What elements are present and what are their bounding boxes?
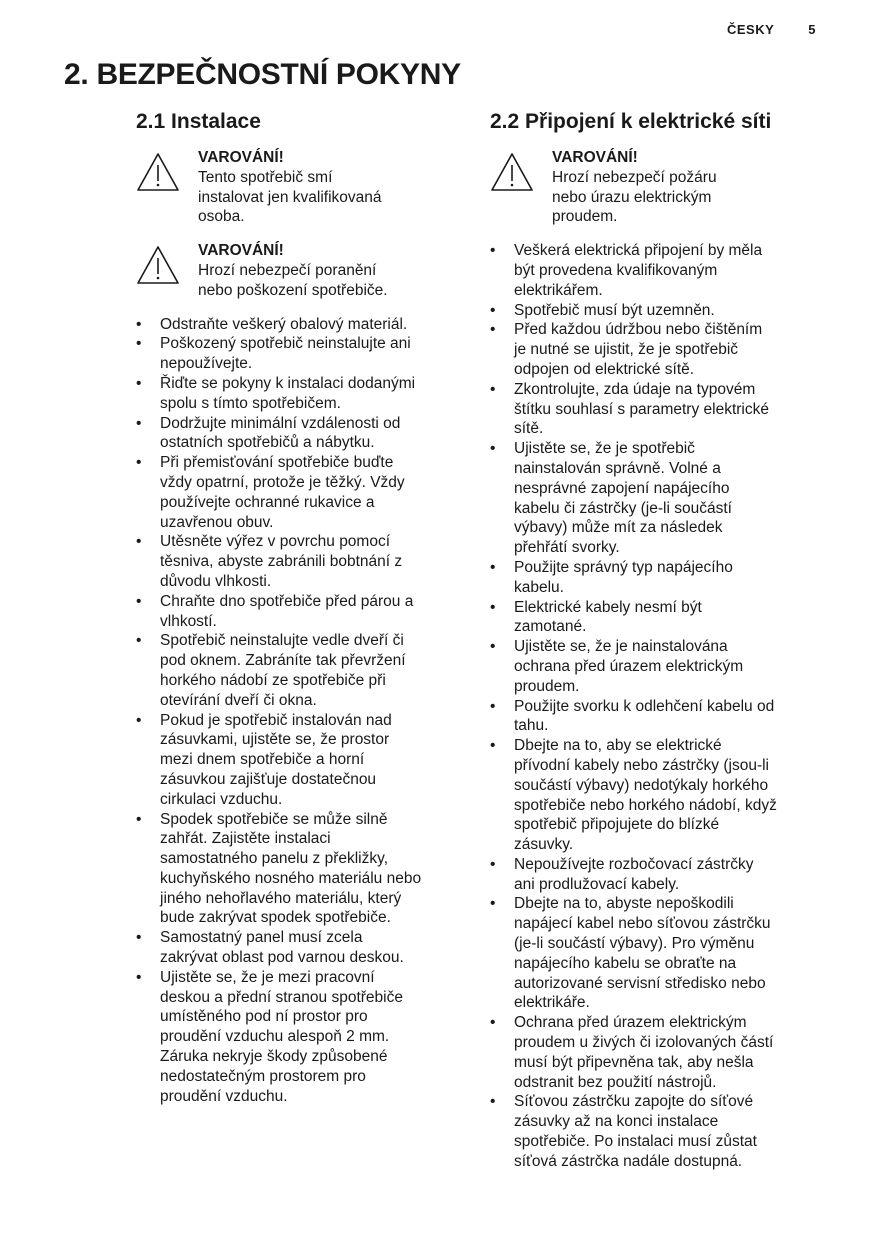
warning-triangle-icon [136, 152, 180, 192]
list-item-line: proudem u živých či izolovaných částí [514, 1034, 774, 1052]
warning-text [552, 148, 717, 227]
list-item-line: napájecího kabelu se obraťte na [514, 954, 737, 972]
warning-triangle-icon [136, 245, 180, 285]
list-item-line: zásuvkami, ujistěte se, že prostor [160, 731, 390, 749]
list-item [136, 334, 462, 374]
bullet-list [136, 315, 466, 1107]
bullet-dot: • [136, 711, 142, 729]
bullet-dot: • [490, 697, 496, 715]
list-item-line: proudění vzduchu. [160, 1087, 288, 1105]
list-item-line: Dodržujte minimální vzdálenosti od [160, 414, 401, 432]
list-item-line: vlhkostí. [160, 612, 217, 630]
list-item-line: Dbejte na to, abyste nepoškodili [514, 895, 734, 913]
list-item-line: Před každou údržbou nebo čištěním [514, 321, 763, 339]
list-item-line: Použijte správný typ napájecího [514, 558, 733, 576]
list-item-line: kabelu či zástrčky (je-li součástí [514, 499, 732, 517]
list-item-line: nedostatečným prostorem pro [160, 1067, 366, 1085]
section-installation [136, 110, 466, 1106]
list-item [490, 697, 820, 737]
list-item-line: sítě. [514, 420, 544, 438]
list-item-line: (je-li součástí výbavy). Pro výměnu [514, 935, 755, 953]
list-item-line: Ujistěte se, že je spotřebič [514, 440, 695, 458]
section-title: 2.1 Instalace [136, 110, 261, 133]
list-item-line: autorizované servisní středisko nebo [514, 974, 766, 992]
list-item-line: pod oknem. Zabráníte tak převržení [160, 652, 406, 670]
list-item [136, 631, 462, 710]
list-item-line: Zkontrolujte, zda údaje na typovém [514, 380, 756, 398]
list-item-line: proudem. [514, 677, 580, 695]
warning-line: instalovat jen kvalifikovaná [198, 188, 382, 206]
list-item-line: umístěného pod ní prostor pro [160, 1008, 368, 1026]
bullet-dot: • [490, 440, 496, 458]
warning-box [490, 148, 820, 227]
bullet-dot: • [136, 968, 142, 986]
list-item-line: Dbejte na to, aby se elektrické [514, 737, 722, 755]
list-item-line: Použijte svorku k odlehčení kabelu od [514, 697, 775, 715]
list-item [490, 320, 820, 379]
list-item-line: těsniva, abyste zabránili bobtnání z [160, 553, 403, 571]
list-item-line: horkého nádobí ze spotřebiče při [160, 671, 386, 689]
warning-line: osoba. [198, 208, 245, 226]
warning-line: proudem. [552, 208, 618, 226]
list-item-line: být provedena kvalifikovaným [514, 261, 718, 279]
list-item [136, 968, 462, 1107]
list-item-line: vždy opatrní, protože je těžký. Vždy [160, 473, 405, 491]
list-item [136, 532, 462, 591]
list-item-line: bude zakrývat spodek spotřebiče. [160, 909, 391, 927]
bullet-dot: • [136, 632, 142, 650]
list-item [136, 810, 462, 929]
list-item-line: cirkulaci vzduchu. [160, 790, 283, 808]
bullet-dot: • [490, 737, 496, 755]
bullet-dot: • [490, 301, 496, 319]
bullet-dot: • [490, 242, 496, 260]
list-item-line: proudění vzduchu alespoň 2 mm. [160, 1028, 390, 1046]
list-item-line: spolu s tímto spotřebičem. [160, 394, 341, 412]
list-item-line: zahřát. Zajistěte instalaci [160, 830, 331, 848]
bullet-dot: • [490, 855, 496, 873]
list-item-line: ani prodlužovací kabely. [514, 875, 680, 893]
list-item-line: Ochrana před úrazem elektrickým [514, 1014, 747, 1032]
warning-title: VAROVÁNÍ! [198, 242, 284, 260]
warning-line: Tento spotřebič smí [198, 168, 333, 186]
bullet-dot: • [136, 810, 142, 828]
list-item [136, 453, 462, 532]
list-item [490, 598, 820, 638]
list-item [490, 558, 820, 598]
bullet-dot: • [136, 929, 142, 947]
list-item-line: otevírání dveří či okna. [160, 691, 317, 709]
bullet-dot: • [136, 374, 142, 392]
warning-line: Hrozí nebezpečí poranění [198, 261, 377, 279]
list-item [490, 736, 820, 855]
list-item-line: Nepoužívejte rozbočovací zástrčky [514, 855, 754, 873]
page-header [727, 22, 816, 37]
list-item-line: napájecí kabel nebo síťovou zástrčku [514, 915, 771, 933]
warning-text [198, 241, 388, 300]
list-item-line: je nutné se ujistit, že je spotřebič [514, 341, 739, 359]
warning-box [136, 241, 466, 300]
bullet-dot: • [136, 335, 142, 353]
list-item-line: odpojen od elektrické sítě. [514, 360, 695, 378]
list-item-line: ostatních spotřebičů a nábytku. [160, 434, 375, 452]
list-item-line: zásuvky. [514, 836, 574, 854]
list-item-line: Spotřebič neinstalujte vedle dveří či [160, 632, 404, 650]
list-item-line: elektrikáře. [514, 994, 590, 1012]
list-item [136, 374, 462, 414]
list-item [490, 1092, 820, 1171]
list-item-line: zakrývat oblast pod varnou deskou. [160, 949, 404, 967]
list-item-line: Pokud je spotřebič instalován nad [160, 711, 392, 729]
page-number: 5 [808, 22, 816, 37]
list-item-line: nesprávné zapojení napájecího [514, 479, 730, 497]
list-item-line: kuchyňského nosného materiálu nebo [160, 869, 422, 887]
list-item-line: nepoužívejte. [160, 355, 253, 373]
list-item [136, 315, 462, 335]
list-item-line: přívodní kabely nebo zástrčky (jsou-li [514, 756, 770, 774]
section-title: 2.2 Připojení k elektrické síti [490, 110, 772, 133]
list-item-line: Síťovou zástrčku zapojte do síťové [514, 1093, 754, 1111]
list-item-line: zamotané. [514, 618, 587, 636]
bullet-dot: • [490, 321, 496, 339]
list-item-line: deskou a přední stranou spotřebiče [160, 988, 403, 1006]
bullet-dot: • [136, 414, 142, 432]
list-item-line: kabelu. [514, 578, 564, 596]
bullet-dot: • [490, 380, 496, 398]
list-item [490, 439, 820, 558]
warning-triangle-icon [490, 152, 534, 192]
section-electrical-connection [490, 110, 820, 1172]
list-item [490, 855, 820, 895]
list-item-line: Ujistěte se, že je mezi pracovní [160, 968, 375, 986]
list-item-line: ochrana před úrazem elektrickým [514, 657, 744, 675]
bullet-dot: • [136, 592, 142, 610]
list-item-line: síťová zástrčka nadále dostupná. [514, 1152, 743, 1170]
list-item [136, 711, 462, 810]
list-item [490, 301, 820, 321]
list-item-line: Spodek spotřebiče se může silně [160, 810, 388, 828]
list-item-line: spotřebiče nebo horkého nádobí, když [514, 796, 777, 814]
list-item-line: Elektrické kabely nesmí být [514, 598, 702, 616]
list-item-line: používejte ochranné rukavice a [160, 493, 375, 511]
list-item-line: Odstraňte veškerý obalový materiál. [160, 315, 408, 333]
page-title: 2. BEZPEČNOSTNÍ POKYNY [64, 58, 461, 91]
list-item-line: tahu. [514, 717, 549, 735]
list-item-line: zásuvkou zajišťuje dostatečnou [160, 770, 377, 788]
list-item [490, 380, 820, 439]
list-item-line: Ujistěte se, že je nainstalována [514, 638, 728, 656]
list-item [490, 894, 820, 1013]
list-item-line: součástí výbavy) nedotýkaly horkého [514, 776, 769, 794]
list-item [490, 1013, 820, 1092]
list-item-line: důvodu vlhkosti. [160, 572, 272, 590]
list-item [136, 414, 462, 454]
warning-title: VAROVÁNÍ! [198, 149, 284, 166]
bullet-dot: • [490, 1014, 496, 1032]
list-item-line: odstranit bez použití nástrojů. [514, 1073, 717, 1091]
list-item-line: mezi dnem spotřebiče a horní [160, 751, 365, 769]
list-item-line: Spotřebič musí být uzemněn. [514, 301, 715, 319]
list-item-line: přehřátí svorky. [514, 539, 620, 557]
list-item-line: jiného nehořlavého materiálu, který [160, 889, 402, 907]
warning-text [198, 148, 382, 227]
list-item-line: Záruka nekryje škody způsobené [160, 1048, 388, 1066]
warning-line: nebo poškození spotřebiče. [198, 281, 388, 299]
warning-title: VAROVÁNÍ! [552, 149, 638, 166]
bullet-dot: • [490, 598, 496, 616]
warning-box [136, 148, 466, 227]
list-item-line: zásuvky až na konci instalace [514, 1113, 719, 1131]
warning-line: Hrozí nebezpečí požáru [552, 168, 717, 186]
list-item [490, 241, 820, 300]
list-item-line: Veškerá elektrická připojení by měla [514, 242, 763, 260]
bullet-dot: • [490, 1093, 496, 1111]
list-item [136, 928, 462, 968]
bullet-dot: • [136, 454, 142, 472]
list-item-line: štítku souhlasí s parametry elektrické [514, 400, 769, 418]
list-item-line: musí být připevněna tak, aby nešla [514, 1053, 754, 1071]
bullet-dot: • [490, 558, 496, 576]
list-item-line: výbavy) může mít za následek [514, 519, 723, 537]
list-item-line: elektrikářem. [514, 281, 603, 299]
list-item-line: spotřebič připojujete do blízké [514, 816, 720, 834]
list-item [136, 592, 462, 632]
list-item-line: uzavřenou obuv. [160, 513, 274, 531]
list-item-line: Poškozený spotřebič neinstalujte ani [160, 335, 411, 353]
bullet-dot: • [136, 315, 142, 333]
bullet-list [490, 241, 820, 1171]
list-item-line: spotřebiče. Po instalaci musí zůstat [514, 1133, 757, 1151]
list-item [490, 637, 820, 696]
bullet-dot: • [136, 533, 142, 551]
list-item-line: Utěsněte výřez v povrchu pomocí [160, 533, 391, 551]
list-item-line: samostatného panelu z překližky, [160, 850, 389, 868]
list-item-line: Při přemisťování spotřebiče buďte [160, 454, 394, 472]
bullet-dot: • [490, 638, 496, 656]
warning-line: nebo úrazu elektrickým [552, 188, 712, 206]
language-label: ČESKY [726, 22, 775, 37]
bullet-dot: • [490, 895, 496, 913]
list-item-line: nainstalován správně. Volné a [514, 459, 721, 477]
list-item-line: Samostatný panel musí zcela [160, 929, 363, 947]
list-item-line: Chraňte dno spotřebiče před párou a [160, 592, 414, 610]
list-item-line: Řiďte se pokyny k instalaci dodanými [160, 374, 416, 392]
